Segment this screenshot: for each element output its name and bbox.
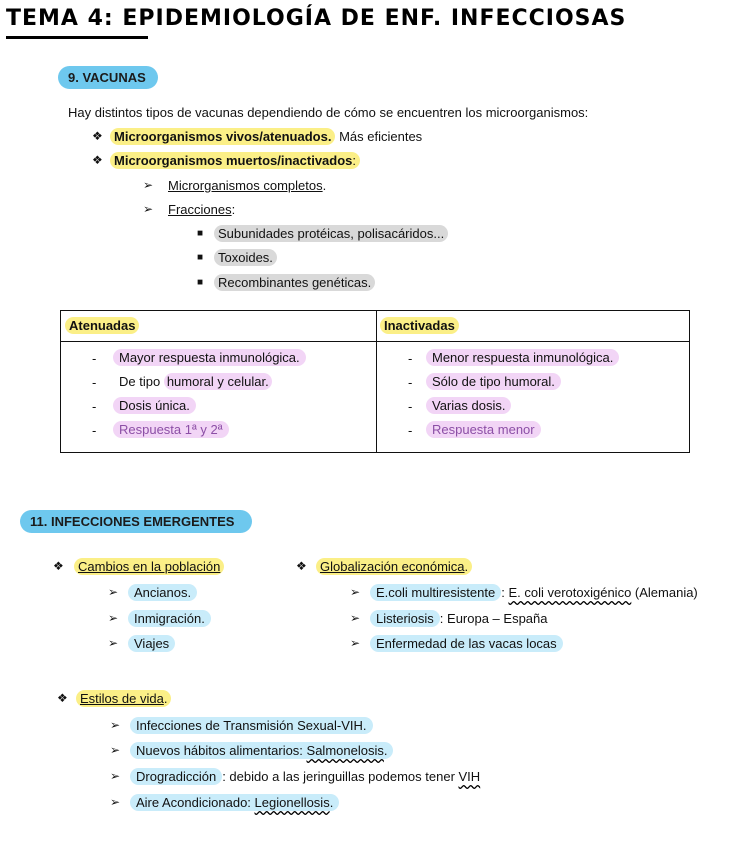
dash-bullet: - [408,351,413,366]
table-column-divider [376,311,377,452]
table-cell: Varias dosis. [426,398,511,413]
square-bullet-icon: ■ [197,228,204,239]
globalization-item-listeria: Listeriosis : Europa – España [370,611,548,626]
population-item: Viajes [128,636,175,651]
arrow-bullet-icon: ➢ [110,769,121,783]
title-underline [6,36,148,39]
population-item: Inmigración. [128,611,211,626]
table-header-row [61,311,689,342]
arrow-bullet-icon: ➢ [110,743,121,757]
diamond-bullet-icon: ❖ [92,129,103,143]
table-cell: Dosis única. [113,398,196,413]
table-cell: Respuesta 1ª y 2ª [113,422,229,437]
arrow-bullet-icon: ➢ [108,585,119,599]
diamond-bullet-icon: ❖ [57,691,68,705]
table-cell: Respuesta menor [426,422,541,437]
dash-bullet: - [92,351,97,366]
globalization-item-vacas: Enfermedad de las vacas locas [370,636,563,651]
vaccine-type-inactivated [110,153,360,168]
group-lifestyle: Estilos de vida. [76,691,171,706]
vaccine-comparison-table [60,310,690,453]
lifestyle-item-aircon: Aire Acondicionado: Legionellosis. [130,795,339,810]
arrow-bullet-icon: ➢ [350,636,361,650]
group-globalization: Globalización económica. [316,559,472,574]
vaccine-type-live [110,129,422,144]
arrow-bullet-icon: ➢ [108,636,119,650]
dash-bullet: - [92,399,97,414]
globalization-item-ecoli: E.coli multiresistente : E. coli verotoxigénico (Alemania) [370,585,698,600]
section-heading-emergentes: 11. INFECCIONES EMERGENTES [20,510,252,533]
fraction-recombinant: Recombinantes genéticas. [214,275,375,290]
live-attenuated-label: Microorganismos vivos/atenuados. [110,128,335,145]
arrow-bullet-icon: ➢ [110,795,121,809]
diamond-bullet-icon: ❖ [53,559,64,573]
table-cell: Mayor respuesta inmunológica. [113,350,306,365]
arrow-bullet-icon: ➢ [110,718,121,732]
diamond-bullet-icon: ❖ [296,559,307,573]
live-attenuated-note: Más eficientes [339,129,423,144]
sub-fractions: Fracciones: [168,202,236,217]
dash-bullet: - [408,399,413,414]
lifestyle-item-food: Nuevos hábitos alimentarios: Salmonelosis. [130,743,393,758]
intro-text: Hay distintos tipos de vacunas dependiendo de cómo se encuentren los microorganismos: [68,105,589,120]
arrow-bullet-icon: ➢ [350,585,361,599]
population-item: Ancianos. [128,585,197,600]
page-title: TEMA 4: EPIDEMIOLOGÍA DE ENF. INFECCIOSAS [6,6,627,31]
arrow-bullet-icon: ➢ [108,611,119,625]
dash-bullet: - [408,423,413,438]
arrow-bullet-icon: ➢ [143,178,154,192]
square-bullet-icon: ■ [197,252,204,263]
table-cell: Sólo de tipo humoral. [426,374,561,389]
diamond-bullet-icon: ❖ [92,153,103,167]
inactivated-label: Microorganismos muertos/inactivados: [110,152,360,169]
section-heading-vacunas: 9. VACUNAS [58,66,158,89]
dash-bullet: - [92,423,97,438]
lifestyle-item-drugs: Drogradicción : debido a las jeringuillas podemos tener VIH [130,769,480,784]
arrow-bullet-icon: ➢ [350,611,361,625]
table-header-inactivated: Inactivadas [380,318,459,333]
fraction-toxoids: Toxoides. [214,250,277,265]
table-cell: Menor respuesta inmunológica. [426,350,619,365]
arrow-bullet-icon: ➢ [143,202,154,216]
dash-bullet: - [92,375,97,390]
dash-bullet: - [408,375,413,390]
table-cell: De tipo humoral y celular. [119,374,272,389]
fraction-subunits: Subunidades protéicas, polisacáridos... [214,226,448,241]
lifestyle-item-its: Infecciones de Transmisión Sexual-VIH. [130,718,373,733]
table-header-attenuated: Atenuadas [65,318,139,333]
group-population: Cambios en la población [74,559,224,574]
sub-complete: Microrganismos completos. [168,178,327,193]
square-bullet-icon: ■ [197,277,204,288]
